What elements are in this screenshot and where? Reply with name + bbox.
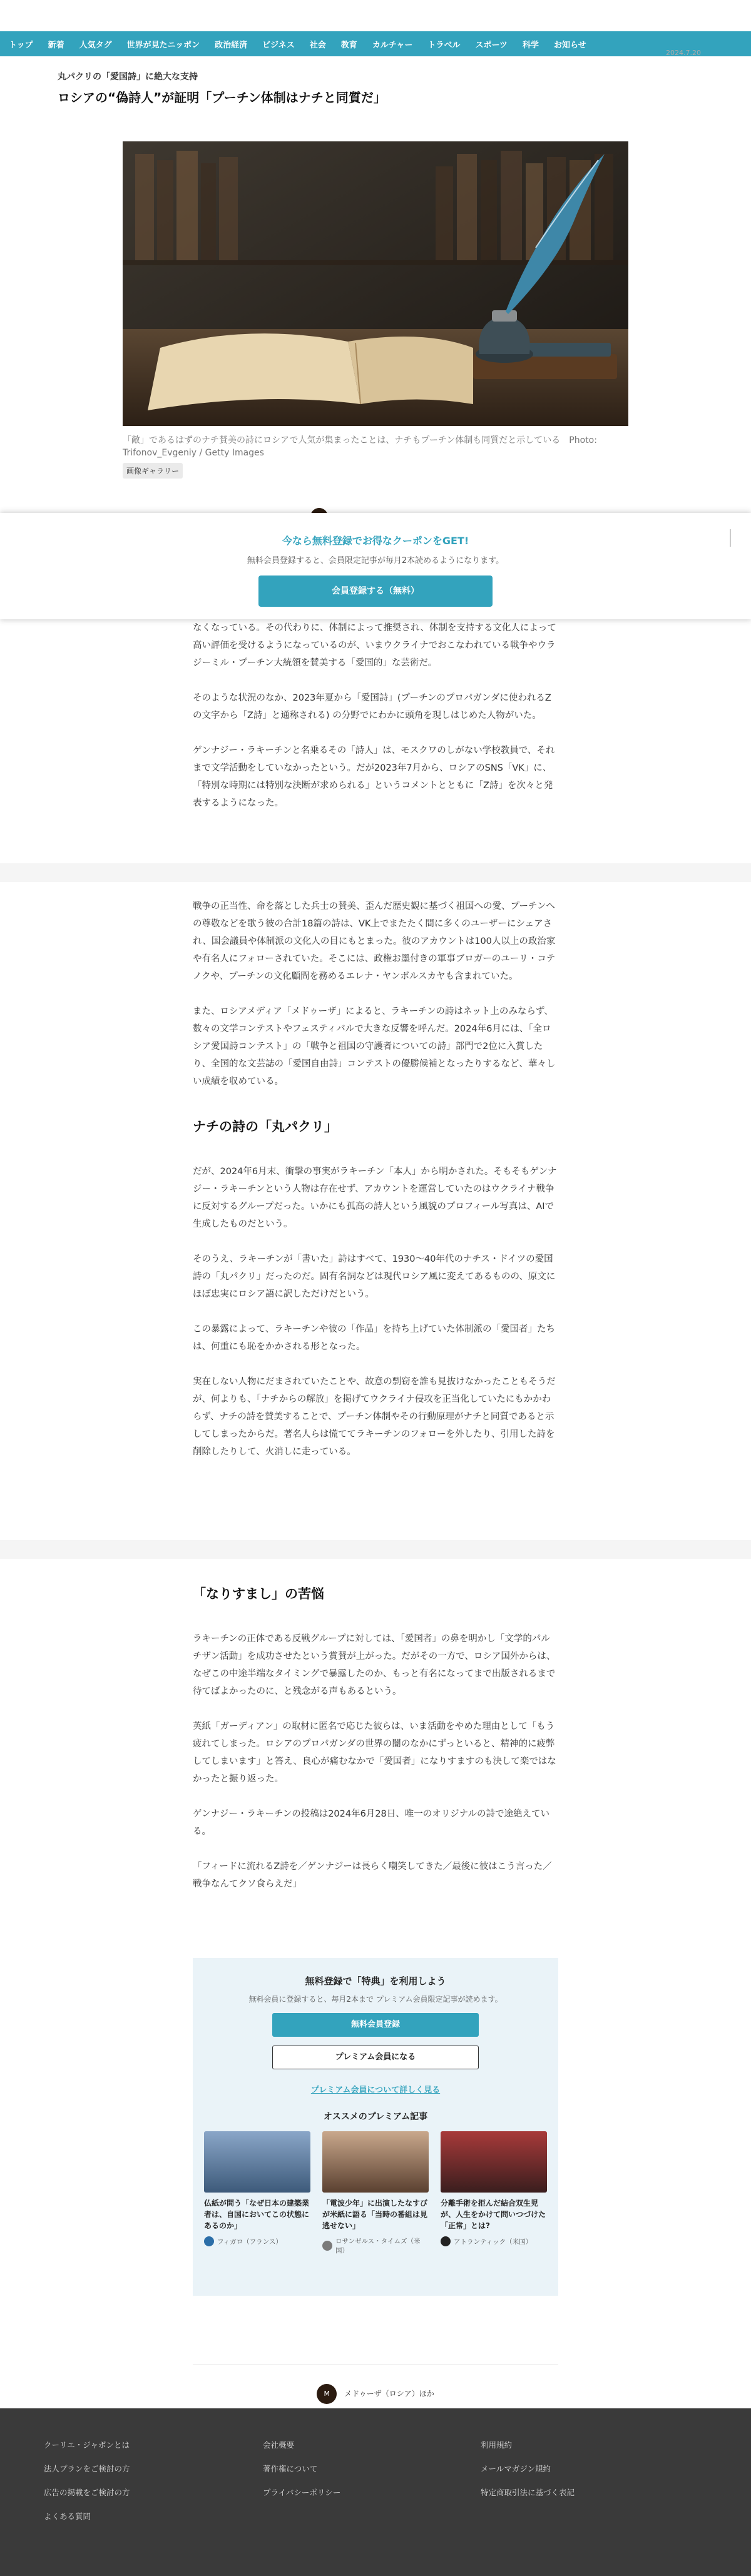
nav-item[interactable]: 教育: [340, 40, 357, 50]
article-card-title[interactable]: 仏紙が問う「なぜ日本の建築業者は、自国においてこの状態にあるのか」: [204, 2199, 310, 2230]
article-card-title[interactable]: 分離手術を拒んだ結合双生児が、人生をかけて問いつづけた「正常」とは?: [441, 2199, 546, 2230]
nav-item[interactable]: 社会: [309, 40, 326, 50]
nav-item[interactable]: 新着: [48, 40, 64, 50]
footer-link[interactable]: よくある質問: [44, 2512, 91, 2521]
nav-item[interactable]: カルチャー: [372, 40, 413, 50]
footer-column-1: [44, 2433, 130, 2528]
site-footer: [0, 2408, 751, 2576]
nav-item[interactable]: ビジネス: [262, 40, 295, 50]
promo-subtext: 無料会員登録すると、会員限定記事が毎月2本読めるようになります。: [247, 556, 504, 565]
section-divider: [0, 1540, 751, 1559]
premium-article-card[interactable]: [322, 2131, 429, 2255]
article-thumbnail: [441, 2131, 547, 2193]
footer-link[interactable]: メールマガジン規約: [481, 2464, 551, 2473]
footer-link[interactable]: 利用規約: [481, 2440, 513, 2450]
nav-item[interactable]: 政治経済: [215, 40, 248, 50]
article-card-source: ロサンゼルス・タイムズ（米国）: [322, 2236, 429, 2255]
article-body-section-2: [193, 898, 558, 1478]
paragraph: ラキーチンの正体である反戦グループに対しては、「愛国者」の鼻を明かし「文学的パルチザン活動」を成功させたという賞賛が上がった。だがその一方で、ロシア国外からは、なぜこの中途半端なタイミングで暴露したのか、もっと有名になってまで出版されるまで待てばよかったのに、と残念がる声もあるという。: [193, 1634, 556, 1696]
source-logo-icon: [322, 2241, 332, 2251]
premium-member-button[interactable]: プレミアム会員になる: [272, 2046, 479, 2069]
paragraph: だが、2024年6月末、衝撃の事実がラキーチン「本人」から明かされた。そもそもゲンナジー・ラキーチンという人物は存在せず、アカウントを運営していたのはウクライナ戦争に反対するグループだった。いかにも孤高の詩人という風貌のプロフィール写真は、AIで生成したものだという。: [193, 1167, 557, 1229]
premium-article-card[interactable]: [204, 2131, 310, 2255]
free-register-button[interactable]: 無料会員登録: [272, 2013, 479, 2037]
paragraph: 「フィードに流れるZ詩を／ゲンナジーは長らく嘲笑してきた／最後に彼はこう言った／戦争なんてクソ食らえだ」: [193, 1862, 552, 1889]
section-heading: ナチの詩の「丸パクリ」: [193, 1119, 337, 1134]
footer-link[interactable]: クーリエ・ジャポンとは: [44, 2440, 130, 2450]
article-thumbnail: [322, 2131, 429, 2193]
publish-date: 2024.7.20: [666, 49, 701, 57]
footer-column-2: [263, 2433, 340, 2505]
membership-heading: 無料登録で「特典」を利用しよう: [305, 1975, 446, 1987]
premium-article-list: [193, 2131, 558, 2255]
section-heading: 「なりすまし」の苦悩: [193, 1586, 324, 1601]
nav-item[interactable]: スポーツ: [475, 40, 508, 50]
promo-heading: 今なら無料登録でお得なクーポンをGET!: [282, 535, 469, 547]
paragraph: ゲンナジー・ラキーチンの投稿は2024年6月28日、唯一のオリジナルの詩で途絶えている。: [193, 1809, 550, 1837]
paragraph: そのうえ、ラキーチンが「書いた」詩はすべて、1930〜40年代のナチス・ドイツの愛国詩の「丸パクリ」だったのだ。固有名詞などは現代ロシア風に変えてあるものの、原文にほぼ忠実にロシア語に訳しただけだという。: [193, 1254, 556, 1299]
paragraph: 実在しない人物にだまされていたことや、故意の剽窃を誰も見抜けなかったこともそうだが、何よりも、「ナチからの解放」を掲げてウクライナ侵攻を正当化していたにもかかわらず、ナチの詩を賛美することで、プーチン体制やその行動原理がナチと同質であると示してしまったからだ。著名人らは慌ててラキーチンのフォローを外したり、引用した詩を削除したりして、火消しに走っている。: [193, 1377, 556, 1457]
nav-item[interactable]: お知らせ: [553, 40, 586, 50]
article-body-section-1: [193, 619, 558, 829]
paragraph: 戦争の正当性、命を落とした兵士の賛美、歪んだ歴史観に基づく祖国への愛、プーチンへの尊敬などを歌う彼の合計18篇の詩は、VK上でまたたく間に多くのユーザーにシェアされ、国会議員や体制派の文化人の目にもとまった。彼のアカウントは100人以上の政治家や有名人にフォローされていた。そこには、政権お墨付きの軍事ブロガーのユーリ・コテノクや、プーチンの文化顧問を務めるエレナ・ヤンボルスカヤも含まれていた。: [193, 901, 556, 981]
author-credit[interactable]: [193, 2365, 558, 2404]
section-divider: [0, 863, 751, 882]
footer-link[interactable]: 著作権について: [263, 2464, 318, 2473]
premium-article-card[interactable]: [441, 2131, 547, 2255]
article-body-section-3: [193, 1558, 558, 1910]
nav-item[interactable]: トラベル: [427, 40, 461, 50]
article-card-title[interactable]: 「電波少年」に出演したなすびが米紙に語る「当時の番組は見逃せない」: [322, 2199, 428, 2230]
footer-link[interactable]: 特定商取引法に基づく表記: [481, 2488, 575, 2497]
premium-details-link[interactable]: プレミアム会員について詳しく見る: [310, 2086, 441, 2095]
paragraph: この暴露によって、ラキーチンや彼の「作品」を持ち上げていた体制派の「愛国者」たちは、何重にも恥をかかされる形となった。: [193, 1324, 555, 1352]
nav-item[interactable]: 人気タグ: [79, 40, 112, 50]
nav-item[interactable]: 科学: [522, 40, 539, 50]
footer-link[interactable]: 会社概要: [263, 2440, 295, 2450]
nav-item[interactable]: 世界が見たニッポン: [126, 40, 200, 50]
article-kicker: 丸パクリの「愛国詩」に絶大な支持: [58, 72, 198, 82]
paragraph: また、ロシアメディア「メドゥーザ」によると、ラキーチンの詩はネット上のみならず、数々の文学コンテストやフェスティバルで大きな反響を呼んだ。2024年6月には、「全ロシア愛国詩コンテスト」の「戦争と祖国の守護者についての詩」部門で2位に入賞したり、全国的な文芸誌の「愛国自由詩」コンテストの優勝候補となったりするなど、華々しい成績を収めている。: [193, 1007, 556, 1087]
article-title: ロシアの“偽詩人”が証明「プーチン体制はナチと同質だ」: [58, 90, 386, 105]
quill-inkwell-illustration: [123, 141, 628, 426]
author-avatar: M: [317, 2384, 337, 2404]
footer-link[interactable]: プライバシーポリシー: [263, 2488, 341, 2497]
hero-image[interactable]: [123, 141, 628, 426]
nav-item[interactable]: トップ: [9, 40, 33, 50]
paragraph: ゲンナジー・ラキーチンと名乗るその「詩人」は、モスクワのしがない学校教員で、それまで文学活動をしていなかったという。だが2023年7月から、ロシアのSNS「VK」に、「特別な時期には特別な決断が求められる」というコメントとともに「Z詩」を次々と発表するようになった。: [193, 746, 555, 808]
membership-card: [193, 1958, 558, 2296]
source-logo-icon: [441, 2236, 451, 2246]
premium-articles-heading: オススメのプレミアム記事: [323, 2112, 428, 2122]
scroll-handle[interactable]: [730, 529, 731, 547]
membership-subtext: 無料会員に登録すると、毎月2本まで プレミアム会員限定記事が読めます。: [248, 1995, 503, 2004]
article-card-source: アトランティック（米国）: [441, 2236, 547, 2246]
source-logo-icon: [204, 2236, 214, 2246]
register-free-button[interactable]: 会員登録する（無料）: [258, 576, 493, 607]
footer-link[interactable]: 法人プランをご検討の方: [44, 2464, 130, 2473]
paragraph: なくなっている。その代わりに、体制によって推奨され、体制を支持する文化人によって高い評価を受けるようになっているのが、いまウクライナでおこなわれている戦争やウラジーミル・プーチン大統領を賛美する「愛国的」な芸術だ。: [193, 623, 556, 668]
image-gallery-button[interactable]: 画像ギャラリー: [123, 463, 183, 479]
paragraph: 英紙「ガーディアン」の取材に匿名で応じた彼らは、いま活動をやめた理由として「もう疲れてしまった。ロシアのプロパガンダの世界の闇のなかにずっといると、精神的に疲弊してしまいます」と答え、良心が痛むなかで「愛国者」になりすますのも決して楽ではなかったと振り返った。: [193, 1722, 556, 1784]
paragraph: そのような状況のなか、2023年夏から「愛国詩」(プーチンのプロパガンダに使われるZの文字から「Z詩」と通称される) の分野でにわかに頭角を現しはじめた人物がいた。: [193, 693, 551, 721]
footer-link[interactable]: 広告の掲載をご検討の方: [44, 2488, 130, 2497]
article-card-source: フィガロ（フランス）: [204, 2236, 310, 2246]
author-name[interactable]: メドゥーザ（ロシア）ほか: [344, 2389, 434, 2398]
top-nav: [0, 31, 751, 56]
footer-column-3: [481, 2433, 575, 2505]
article-thumbnail: [204, 2131, 310, 2193]
image-caption: 「敵」であるはずのナチ賛美の詩にロシアで人気が集まったことは、ナチもプーチン体制も同質だと示している Photo: Trifonov_Evgeniy / Getty Images: [123, 435, 597, 458]
signup-promo-banner: [0, 513, 751, 619]
